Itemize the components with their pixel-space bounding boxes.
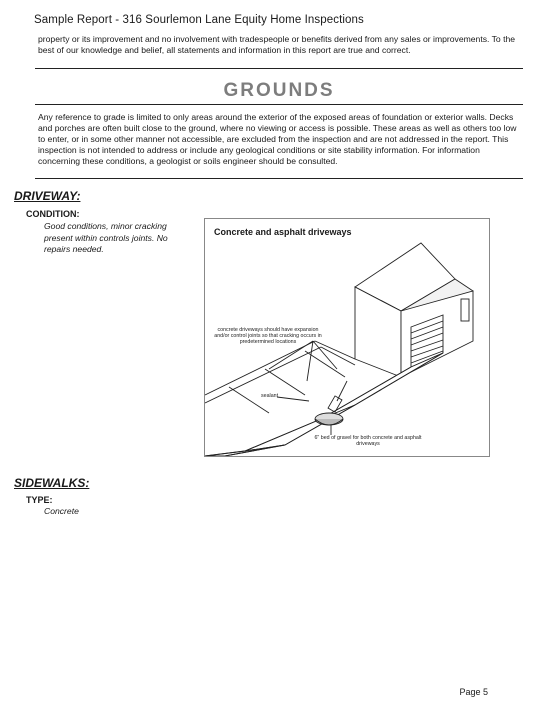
sidewalks-type-label: TYPE:: [26, 495, 53, 505]
gravel-bed-note: 6" bed of gravel for both concrete and asphalt driveways: [314, 435, 422, 447]
page-number: Page 5: [459, 687, 488, 697]
divider: [35, 68, 523, 69]
section-title: GROUNDS: [223, 80, 335, 101]
section-description: Any reference to grade is limited to only areas around the exterior of the exposed areas of foundation or exterior walls. Decks and porches are often built close to the ground, where no viewing or access is possible. These areas as well as others too low to enter, or in some other manner not accessible, are excluded from the inspection and are not addressed in the report. This inspection is not intended to address or include any geological conditions or site stability information. For information concerning these conditions, a geologist or soils engineer should be consulted.: [38, 112, 517, 166]
report-header: Sample Report - 316 Sourlemon Lane Equity Home Inspections: [34, 14, 364, 26]
sealant-note: sealant: [261, 393, 279, 399]
intro-paragraph: property or its improvement and no involvement with tradespeople or benefits derived from any sales or improvements. To the best of our knowledge and belief, all statements and information in this report are true and correct.: [38, 34, 516, 55]
driveway-heading: DRIVEWAY:: [14, 189, 81, 203]
sidewalks-type-value: Concrete: [44, 506, 79, 516]
control-joints-note: concrete driveways should have expansion and/or control joints so that cracking occurs in predetermined locations: [214, 327, 322, 345]
driveway-condition-label: CONDITION:: [26, 209, 80, 219]
sidewalks-heading: SIDEWALKS:: [14, 476, 90, 490]
divider: [35, 178, 523, 179]
driveway-illustration: [204, 218, 490, 457]
driveway-condition-value: Good conditions, minor cracking present within controls joints. No repairs needed.: [44, 221, 168, 254]
figure-title: Concrete and asphalt driveways: [214, 227, 352, 237]
divider: [35, 104, 523, 105]
